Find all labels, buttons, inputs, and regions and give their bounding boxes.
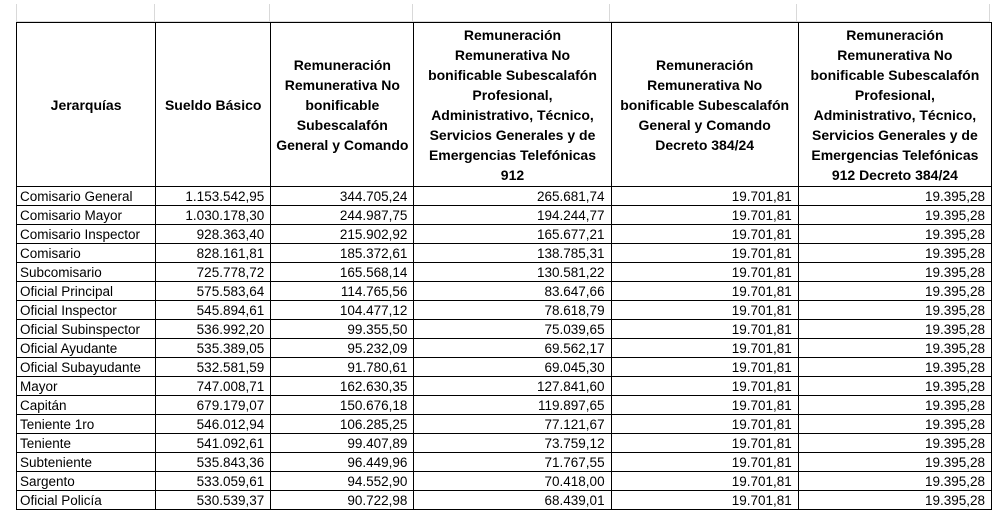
rem-general-comando-decreto-cell: 19.701,81 xyxy=(611,225,798,244)
rem-profesional-cell: 138.785,31 xyxy=(414,244,611,263)
rem-profesional-cell: 165.677,21 xyxy=(414,225,611,244)
rem-profesional-cell: 119.897,65 xyxy=(414,396,611,415)
rem-profesional-decreto-cell: 19.395,28 xyxy=(798,434,991,453)
rem-profesional-cell: 77.121,67 xyxy=(414,415,611,434)
jerarquia-cell: Oficial Principal xyxy=(17,282,156,301)
table-row xyxy=(17,396,992,415)
jerarquia-cell: Teniente xyxy=(17,434,156,453)
table-row xyxy=(17,415,992,434)
header-sueldo-basico: Sueldo Básico xyxy=(156,23,271,187)
rem-general-comando-decreto-cell: 19.701,81 xyxy=(611,301,798,320)
sueldo-basico-cell: 546.012,94 xyxy=(156,415,271,434)
table-row xyxy=(17,377,992,396)
rem-general-comando-decreto-cell: 19.701,81 xyxy=(611,263,798,282)
rem-general-comando-cell: 215.902,92 xyxy=(271,225,414,244)
rem-profesional-decreto-cell: 19.395,28 xyxy=(798,377,991,396)
sueldo-basico-cell: 530.539,37 xyxy=(156,491,271,510)
table-row xyxy=(17,472,992,491)
rem-profesional-decreto-cell: 19.395,28 xyxy=(798,244,991,263)
table-row xyxy=(17,434,992,453)
rem-general-comando-decreto-cell: 19.701,81 xyxy=(611,244,798,263)
rem-general-comando-decreto-cell: 19.701,81 xyxy=(611,339,798,358)
rem-general-comando-cell: 95.232,09 xyxy=(271,339,414,358)
rem-general-comando-cell: 114.765,56 xyxy=(271,282,414,301)
table-row xyxy=(17,282,992,301)
table-row xyxy=(17,206,992,225)
rem-general-comando-decreto-cell: 19.701,81 xyxy=(611,320,798,339)
sueldo-basico-cell: 535.389,05 xyxy=(156,339,271,358)
rem-general-comando-cell: 150.676,18 xyxy=(271,396,414,415)
blank-cell xyxy=(16,4,155,22)
rem-general-comando-decreto-cell: 19.701,81 xyxy=(611,434,798,453)
table-row xyxy=(17,263,992,282)
rem-general-comando-cell: 94.552,90 xyxy=(271,472,414,491)
rem-profesional-cell: 69.045,30 xyxy=(414,358,611,377)
rem-general-comando-cell: 99.407,89 xyxy=(271,434,414,453)
rem-general-comando-decreto-cell: 19.701,81 xyxy=(611,453,798,472)
sueldo-basico-cell: 747.008,71 xyxy=(156,377,271,396)
rem-profesional-cell: 83.647,66 xyxy=(414,282,611,301)
table-row xyxy=(17,491,992,510)
rem-general-comando-decreto-cell: 19.701,81 xyxy=(611,415,798,434)
sueldo-basico-cell: 536.992,20 xyxy=(156,320,271,339)
rem-profesional-cell: 194.244,77 xyxy=(414,206,611,225)
sueldo-basico-cell: 1.030.178,30 xyxy=(156,206,271,225)
rem-profesional-decreto-cell: 19.395,28 xyxy=(798,358,991,377)
rem-general-comando-decreto-cell: 19.701,81 xyxy=(611,187,798,206)
sueldo-basico-cell: 725.778,72 xyxy=(156,263,271,282)
rem-profesional-decreto-cell: 19.395,28 xyxy=(798,282,991,301)
table-body xyxy=(17,187,992,510)
sueldo-basico-cell: 828.161,81 xyxy=(156,244,271,263)
rem-profesional-cell: 130.581,22 xyxy=(414,263,611,282)
table-row xyxy=(17,187,992,206)
jerarquia-cell: Sargento xyxy=(17,472,156,491)
rem-profesional-decreto-cell: 19.395,28 xyxy=(798,339,991,358)
rem-profesional-decreto-cell: 19.395,28 xyxy=(798,187,991,206)
rem-general-comando-decreto-cell: 19.701,81 xyxy=(611,206,798,225)
rem-general-comando-decreto-cell: 19.701,81 xyxy=(611,377,798,396)
rem-general-comando-cell: 244.987,75 xyxy=(271,206,414,225)
rem-general-comando-cell: 90.722,98 xyxy=(271,491,414,510)
jerarquia-cell: Comisario xyxy=(17,244,156,263)
blank-cell xyxy=(270,4,413,22)
rem-general-comando-decreto-cell: 19.701,81 xyxy=(611,472,798,491)
sueldo-basico-cell: 541.092,61 xyxy=(156,434,271,453)
jerarquia-cell: Oficial Subayudante xyxy=(17,358,156,377)
table-row xyxy=(17,320,992,339)
rem-profesional-decreto-cell: 19.395,28 xyxy=(798,453,991,472)
blank-cell xyxy=(610,4,797,22)
sueldo-basico-cell: 679.179,07 xyxy=(156,396,271,415)
blank-cell xyxy=(155,4,270,22)
table-row xyxy=(17,358,992,377)
jerarquia-cell: Oficial Inspector xyxy=(17,301,156,320)
table-row xyxy=(17,244,992,263)
sueldo-basico-cell: 535.843,36 xyxy=(156,453,271,472)
rem-profesional-decreto-cell: 19.395,28 xyxy=(798,491,991,510)
rem-profesional-decreto-cell: 19.395,28 xyxy=(798,320,991,339)
rem-general-comando-cell: 96.449,96 xyxy=(271,453,414,472)
table-row xyxy=(17,453,992,472)
jerarquia-cell: Comisario General xyxy=(17,187,156,206)
rem-profesional-decreto-cell: 19.395,28 xyxy=(798,206,991,225)
header-rem-profesional-decreto: Remuneración Remunerativa No bonificable Subescalafón Profesional, Administrativo, Técnico, Servicios Generales y de Emergencias Telefónicas 912 Decreto 384/24 xyxy=(798,23,991,187)
rem-profesional-cell: 71.767,55 xyxy=(414,453,611,472)
rem-profesional-cell: 75.039,65 xyxy=(414,320,611,339)
rem-profesional-cell: 69.562,17 xyxy=(414,339,611,358)
table-header xyxy=(17,23,992,187)
rem-profesional-cell: 70.418,00 xyxy=(414,472,611,491)
rem-profesional-cell: 73.759,12 xyxy=(414,434,611,453)
rem-general-comando-cell: 104.477,12 xyxy=(271,301,414,320)
jerarquia-cell: Oficial Policía xyxy=(17,491,156,510)
blank-cell xyxy=(797,4,990,22)
jerarquia-cell: Oficial Ayudante xyxy=(17,339,156,358)
rem-profesional-decreto-cell: 19.395,28 xyxy=(798,301,991,320)
sueldo-basico-cell: 1.153.542,95 xyxy=(156,187,271,206)
rem-general-comando-cell: 106.285,25 xyxy=(271,415,414,434)
rem-profesional-decreto-cell: 19.395,28 xyxy=(798,415,991,434)
rem-general-comando-cell: 165.568,14 xyxy=(271,263,414,282)
rem-general-comando-decreto-cell: 19.701,81 xyxy=(611,491,798,510)
sueldo-basico-cell: 928.363,40 xyxy=(156,225,271,244)
table-row xyxy=(17,225,992,244)
jerarquia-cell: Comisario Mayor xyxy=(17,206,156,225)
jerarquia-cell: Mayor xyxy=(17,377,156,396)
rem-general-comando-decreto-cell: 19.701,81 xyxy=(611,282,798,301)
jerarquia-cell: Capitán xyxy=(17,396,156,415)
rem-general-comando-cell: 344.705,24 xyxy=(271,187,414,206)
rem-profesional-decreto-cell: 19.395,28 xyxy=(798,396,991,415)
rem-general-comando-decreto-cell: 19.701,81 xyxy=(611,358,798,377)
rem-general-comando-cell: 185.372,61 xyxy=(271,244,414,263)
header-row xyxy=(17,23,992,187)
table-row xyxy=(17,301,992,320)
header-rem-general-comando-decreto: Remuneración Remunerativa No bonificable Subescalafón General y Comando Decreto 384/24 xyxy=(611,23,798,187)
sueldo-basico-cell: 532.581,59 xyxy=(156,358,271,377)
rem-general-comando-cell: 162.630,35 xyxy=(271,377,414,396)
rem-profesional-decreto-cell: 19.395,28 xyxy=(798,263,991,282)
rem-profesional-cell: 127.841,60 xyxy=(414,377,611,396)
rem-profesional-cell: 78.618,79 xyxy=(414,301,611,320)
blank-cell xyxy=(413,4,610,22)
jerarquia-cell: Subteniente xyxy=(17,453,156,472)
table-row xyxy=(17,339,992,358)
sueldo-basico-cell: 545.894,61 xyxy=(156,301,271,320)
header-jerarquias: Jerarquías xyxy=(17,23,156,187)
rem-profesional-decreto-cell: 19.395,28 xyxy=(798,472,991,491)
rem-profesional-cell: 68.439,01 xyxy=(414,491,611,510)
header-rem-profesional: Remuneración Remunerativa No bonificable Subescalafón Profesional, Administrativo, Técnico, Servicios Generales y de Emergencias Telefónicas 912 xyxy=(414,23,611,187)
rem-profesional-decreto-cell: 19.395,28 xyxy=(798,225,991,244)
salary-table xyxy=(16,22,992,510)
rem-general-comando-decreto-cell: 19.701,81 xyxy=(611,396,798,415)
rem-general-comando-cell: 99.355,50 xyxy=(271,320,414,339)
jerarquia-cell: Comisario Inspector xyxy=(17,225,156,244)
jerarquia-cell: Oficial Subinspector xyxy=(17,320,156,339)
rem-profesional-cell: 265.681,74 xyxy=(414,187,611,206)
jerarquia-cell: Teniente 1ro xyxy=(17,415,156,434)
sueldo-basico-cell: 575.583,64 xyxy=(156,282,271,301)
sueldo-basico-cell: 533.059,61 xyxy=(156,472,271,491)
blank-spreadsheet-row xyxy=(16,4,992,22)
header-rem-general-comando: Remuneración Remunerativa No bonificable Subescalafón General y Comando xyxy=(271,23,414,187)
jerarquia-cell: Subcomisario xyxy=(17,263,156,282)
rem-general-comando-cell: 91.780,61 xyxy=(271,358,414,377)
